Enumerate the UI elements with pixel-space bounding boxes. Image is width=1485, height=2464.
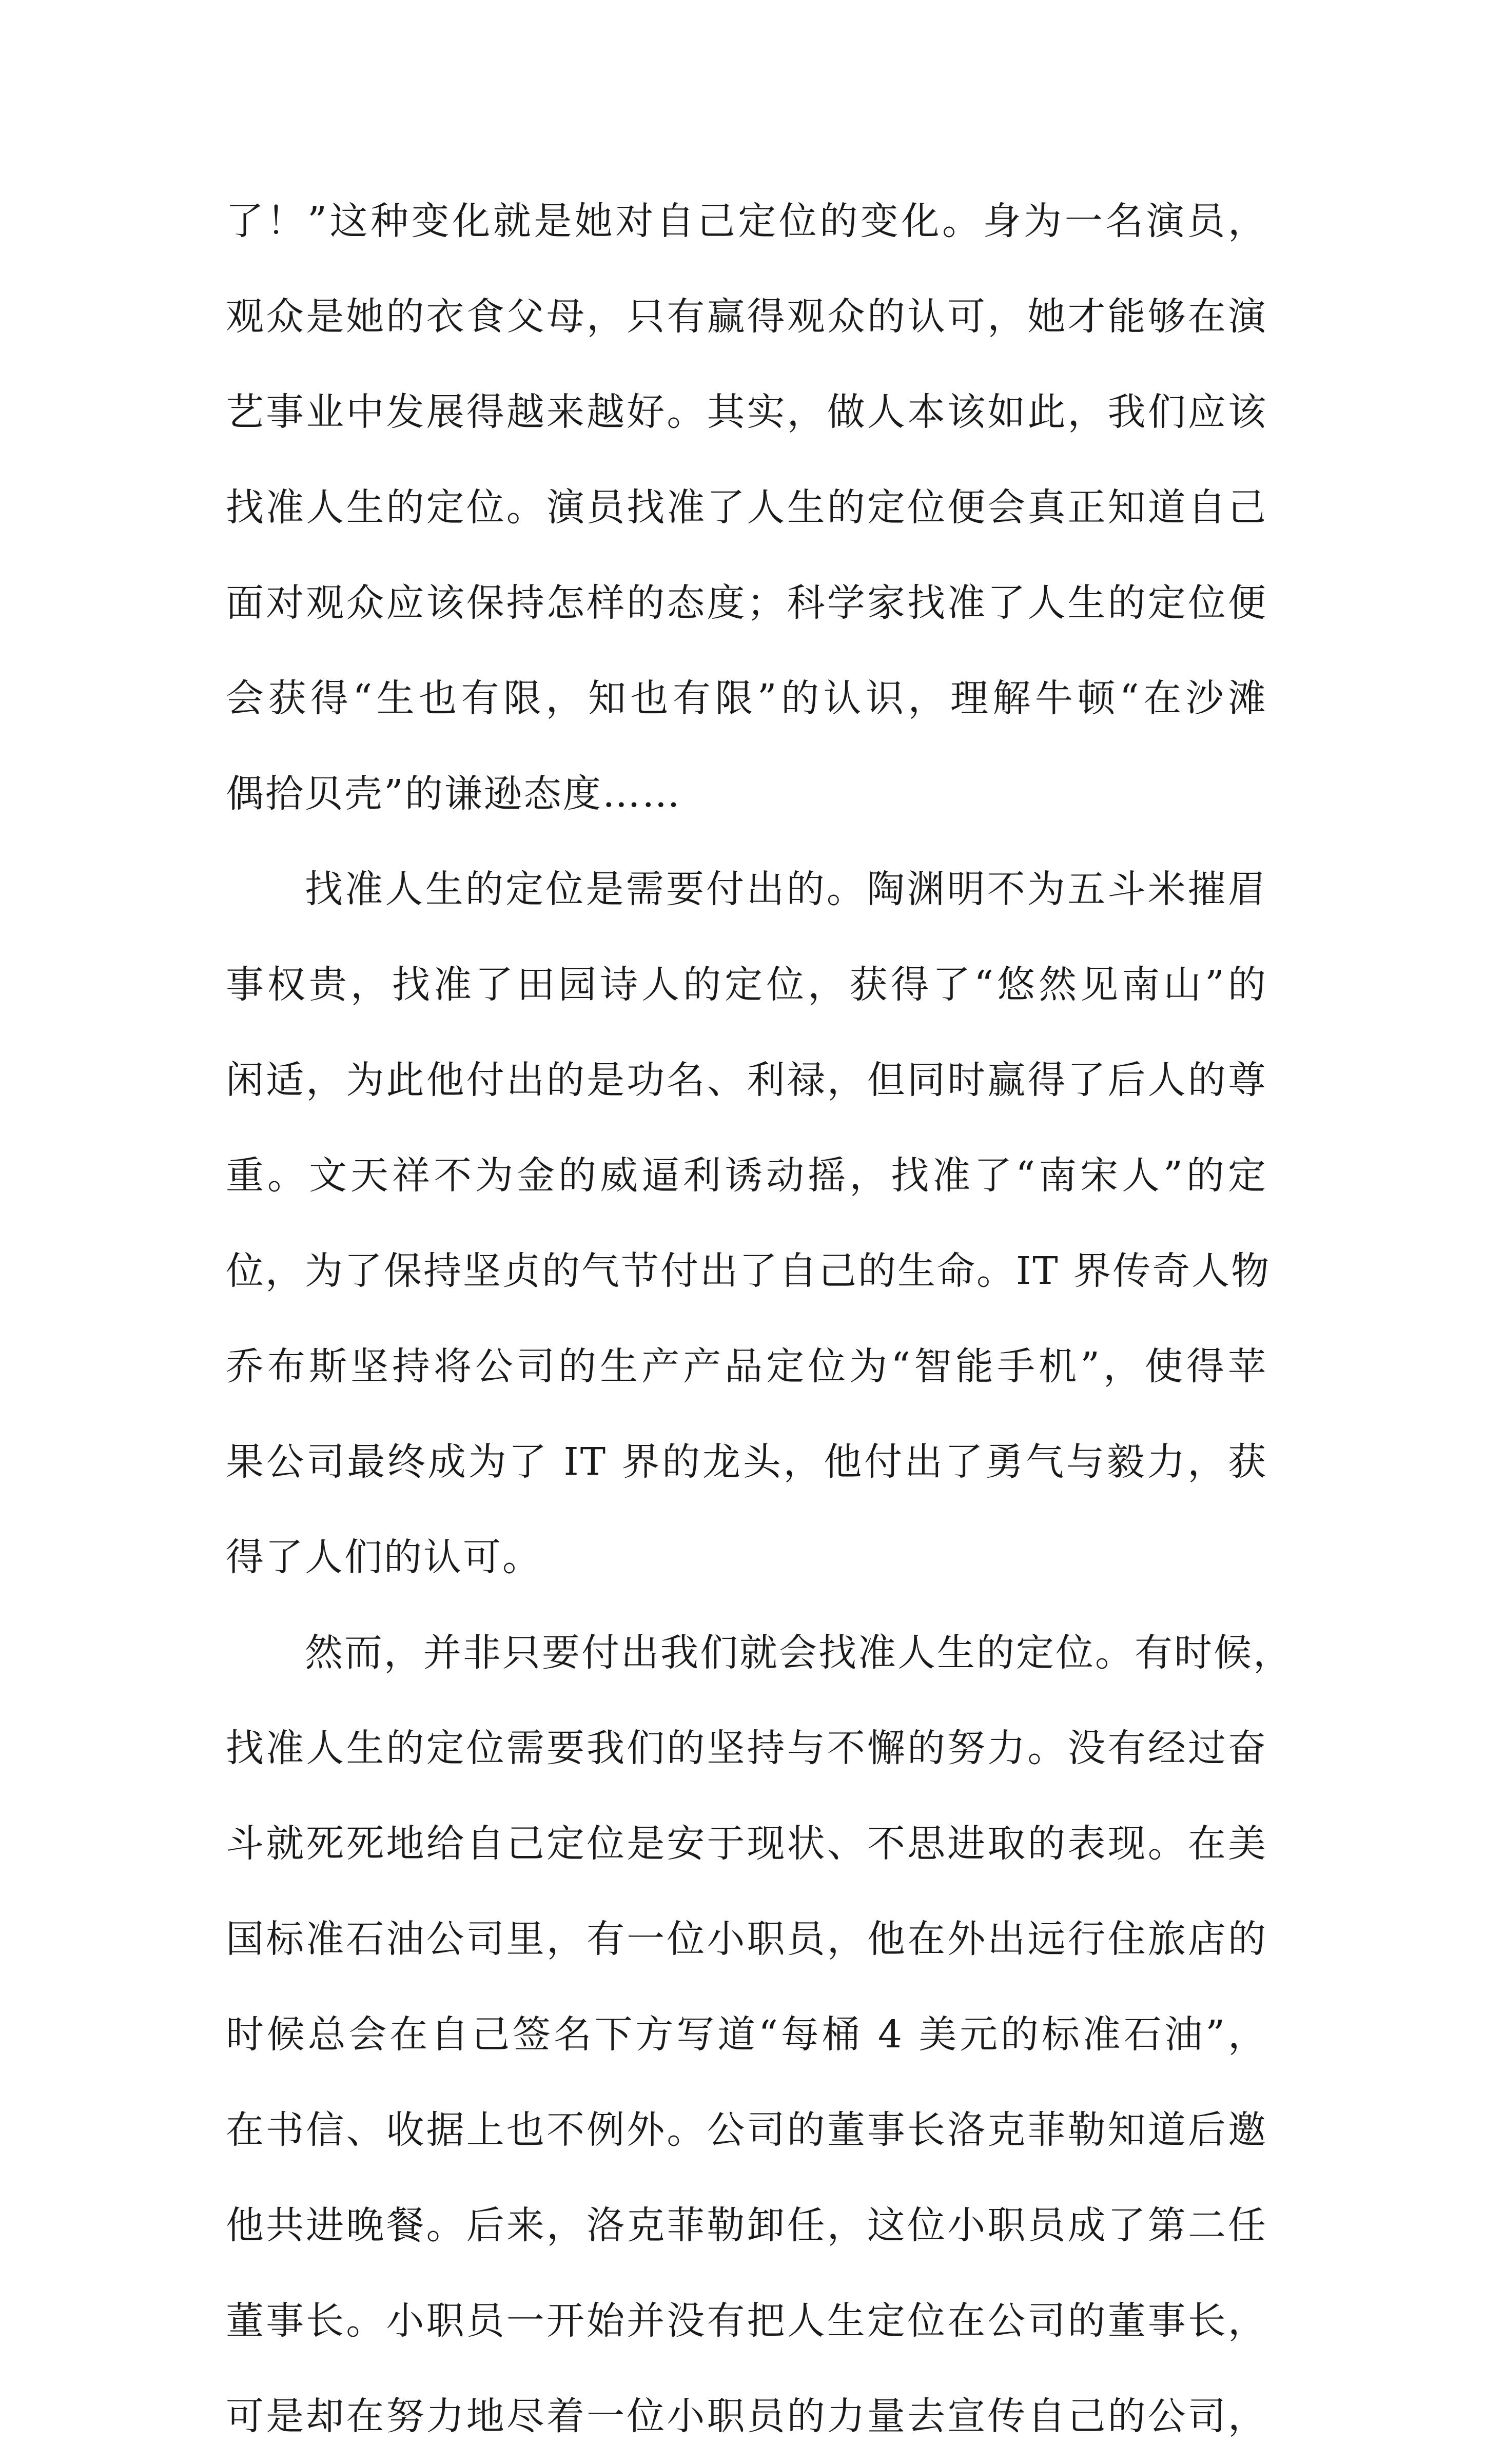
paragraph-3: [226, 1605, 1293, 2464]
paragraph-line: 国标准石油公司里，有一位小职员，他在外出远行住旅店的: [226, 1917, 1267, 1961]
paragraph-line: 艺事业中发展得越来越好。其实，做人本该如此，我们应该: [226, 390, 1267, 434]
paragraph-line: 果公司最终成为了 IT 界的龙头，他付出了勇气与毅力，获: [226, 1440, 1267, 1484]
paragraph-line: 会获得“生也有限，知也有限”的认识，理解牛顿“在沙滩: [226, 676, 1267, 720]
paragraph-line: 找准人生的定位是需要付出的。陶渊明不为五斗米摧眉: [305, 867, 1267, 911]
paragraph-line: 了！”这种变化就是她对自己定位的变化。身为一名演员，: [226, 199, 1267, 243]
paragraph-line: 事权贵，找准了田园诗人的定位，获得了“悠然见南山”的: [226, 963, 1267, 1007]
paragraph-line: 位，为了保持坚贞的气节付出了自己的生命。IT 界传奇人物: [226, 1249, 1271, 1293]
paragraph-line: 斗就死死地给自己定位是安于现状、不思进取的表现。在美: [226, 1822, 1267, 1866]
paragraph-line: 在书信、收据上也不例外。公司的董事长洛克菲勒知道后邀: [226, 2108, 1267, 2152]
paragraph-line: 然而，并非只要付出我们就会找准人生的定位。有时候，: [305, 1631, 1293, 1675]
paragraph-line: 观众是她的衣食父母，只有赢得观众的认可，她才能够在演: [226, 295, 1267, 339]
paragraph-line: 乔布斯坚持将公司的生产产品定位为“智能手机”，使得苹: [226, 1344, 1267, 1389]
paragraph-line: 偶拾贝壳”的谦逊态度……: [226, 772, 681, 816]
paragraph-1: [226, 173, 1267, 842]
paragraph-line: 董事长。小职员一开始并没有把人生定位在公司的董事长，: [226, 2299, 1267, 2343]
paragraph-line: 找准人生的定位需要我们的坚持与不懈的努力。没有经过奋: [226, 1726, 1267, 1770]
paragraph-line: 找准人生的定位。演员找准了人生的定位便会真正知道自己: [226, 485, 1267, 530]
paragraph-2: [226, 842, 1271, 1605]
paragraph-line: 得了人们的认可。: [226, 1535, 542, 1579]
paragraph-line: 重。文天祥不为金的威逼利诱动摇，找准了“南宋人”的定: [226, 1153, 1267, 1198]
body-text: [226, 173, 1293, 2464]
paragraph-line: 可是却在努力地尽着一位小职员的力量去宣传自己的公司，: [226, 2394, 1267, 2438]
paragraph-line: 他共进晚餐。后来，洛克菲勒卸任，这位小职员成了第二任: [226, 2203, 1267, 2247]
paragraph-line: 闲适，为此他付出的是功名、利禄，但同时赢得了后人的尊: [226, 1058, 1267, 1102]
paragraph-line: 面对观众应该保持怎样的态度；科学家找准了人生的定位便: [226, 581, 1267, 625]
paragraph-line: 时候总会在自己签名下方写道“每桶 4 美元的标准石油”，: [226, 2012, 1267, 2057]
